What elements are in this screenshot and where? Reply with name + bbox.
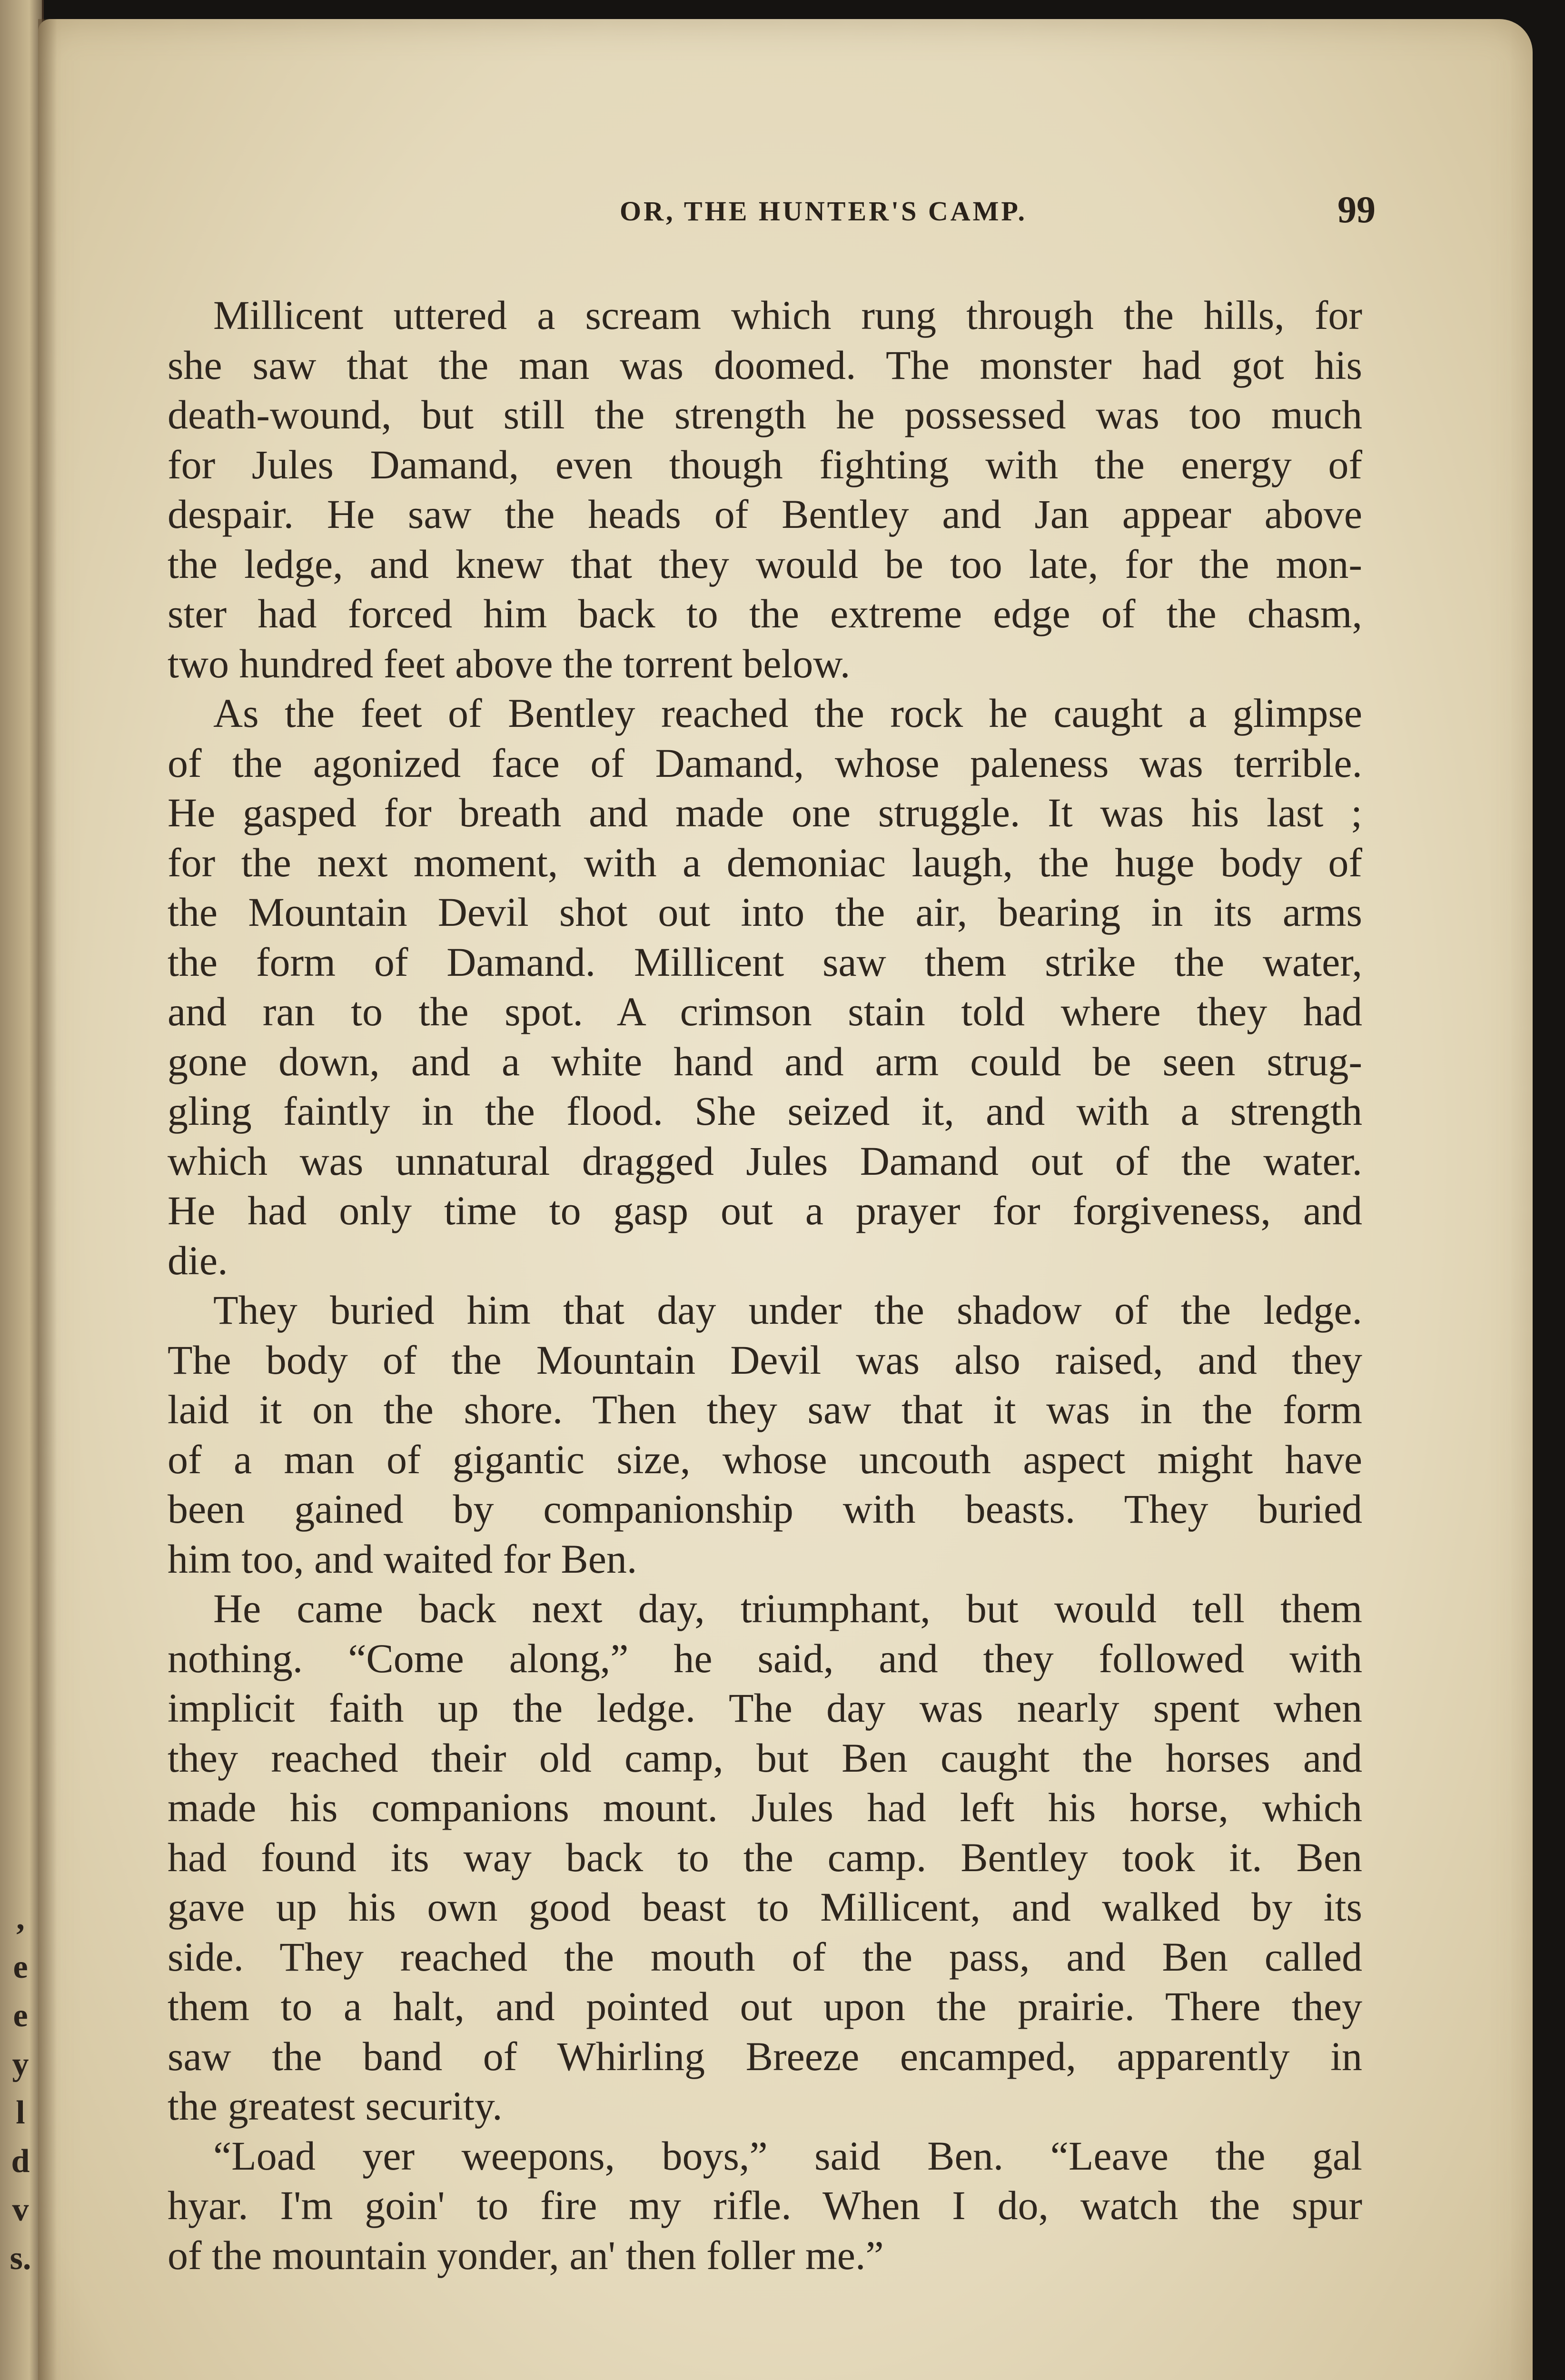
page-number: 99 — [1337, 189, 1376, 231]
text-line: laid it on the shore. Then they saw that it was in the form — [168, 1387, 1362, 1432]
text-line: hyar. I'm goin' to fire my rifle. When I do, watch the spur — [168, 2182, 1362, 2228]
text-line: the ledge, and knew that they would be too late, for the mon- — [168, 541, 1362, 587]
text-line: they reached their old camp, but Ben caught the horses and — [168, 1735, 1362, 1781]
text-line: He had only time to gasp out a prayer for forgiveness, and — [168, 1188, 1362, 1233]
text-line: made his companions mount. Jules had left his horse, which — [168, 1785, 1362, 1830]
text-line: He came back next day, triumphant, but would tell them — [213, 1586, 1362, 1631]
facing-page-fragment: , — [16, 1900, 25, 1937]
facing-page-edge — [0, 0, 42, 2380]
text-line: of a man of gigantic size, whose uncouth aspect might have — [168, 1436, 1362, 1482]
text-line: gave up his own good beast to Millicent, and walked by its — [168, 1884, 1362, 1930]
text-line: saw the band of Whirling Breeze encamped, apparently in — [168, 2033, 1362, 2079]
facing-page-fragment: y — [12, 2046, 29, 2082]
facing-page-fragment: e — [13, 1997, 28, 2034]
text-line: die. — [168, 1237, 228, 1283]
text-line: him too, and waited for Ben. — [168, 1536, 637, 1582]
text-line: “Load yer weepons, boys,” said Ben. “Leave the gal — [213, 2132, 1362, 2179]
text-line: the form of Damand. Millicent saw them strike the water, — [168, 939, 1362, 985]
facing-page-text-fragments — [4, 1894, 37, 2283]
text-line: ster had forced him back to the extreme edge of the chasm, — [168, 591, 1362, 636]
text-line: He gasped for breath and made one struggle. It was his last ; — [168, 790, 1362, 835]
text-line: two hundred feet above the torrent below. — [168, 640, 851, 686]
text-line: the Mountain Devil shot out into the air, bearing in its arms — [168, 889, 1362, 935]
text-line: for the next moment, with a demoniac laugh, the huge body of — [168, 839, 1362, 885]
text-line: despair. He saw the heads of Bentley and Jan appear above — [168, 491, 1362, 537]
text-line: gling faintly in the flood. She seized it, and with a strength — [168, 1088, 1362, 1134]
text-line: of the mountain yonder, an' then foller me.” — [168, 2232, 884, 2278]
text-line: They buried him that day under the shadow of the ledge. — [213, 1287, 1362, 1333]
facing-page-fragment: l — [16, 2094, 25, 2131]
facing-page-fragment: d — [11, 2143, 30, 2180]
running-head — [171, 186, 1376, 248]
running-head-title: OR, THE HUNTER'S CAMP. — [619, 196, 1028, 227]
text-line: implicit faith up the ledge. The day was nearly spent when — [168, 1685, 1362, 1731]
text-line: she saw that the man was doomed. The monster had got his — [168, 342, 1362, 388]
text-line: which was unnatural dragged Jules Damand out of the water. — [168, 1138, 1362, 1184]
facing-page-fragment: e — [13, 1949, 28, 1985]
text-line: As the feet of Bentley reached the rock he caught a glimpse — [213, 690, 1362, 736]
text-line: the greatest security. — [168, 2083, 503, 2129]
text-line: them to a halt, and pointed out upon the prairie. There they — [168, 1983, 1362, 2029]
page-gutter-shadow — [38, 19, 57, 2380]
text-line: had found its way back to the camp. Bentley took it. Ben — [168, 1834, 1362, 1880]
text-line: gone down, and a white hand and arm could be seen strug- — [168, 1038, 1362, 1084]
text-line: nothing. “Come along,” he said, and they followed with — [168, 1635, 1362, 1681]
facing-page-fragment: v — [12, 2192, 29, 2228]
body-text — [168, 290, 1362, 2280]
facing-page-fragment: s. — [10, 2240, 31, 2277]
text-line: side. They reached the mouth of the pass, and Ben called — [168, 1934, 1362, 1980]
text-line: for Jules Damand, even though fighting with the energy of — [168, 441, 1362, 487]
text-line: Millicent uttered a scream which rung through the hills, for — [213, 292, 1362, 338]
text-line: and ran to the spot. A crimson stain told where they had — [168, 989, 1362, 1034]
text-line: death-wound, but still the strength he possessed was too much — [168, 392, 1362, 437]
text-line: of the agonized face of Damand, whose paleness was terrible. — [168, 740, 1362, 786]
text-line: been gained by companionship with beasts. They buried — [168, 1486, 1362, 1532]
text-line: The body of the Mountain Devil was also raised, and they — [168, 1337, 1362, 1383]
